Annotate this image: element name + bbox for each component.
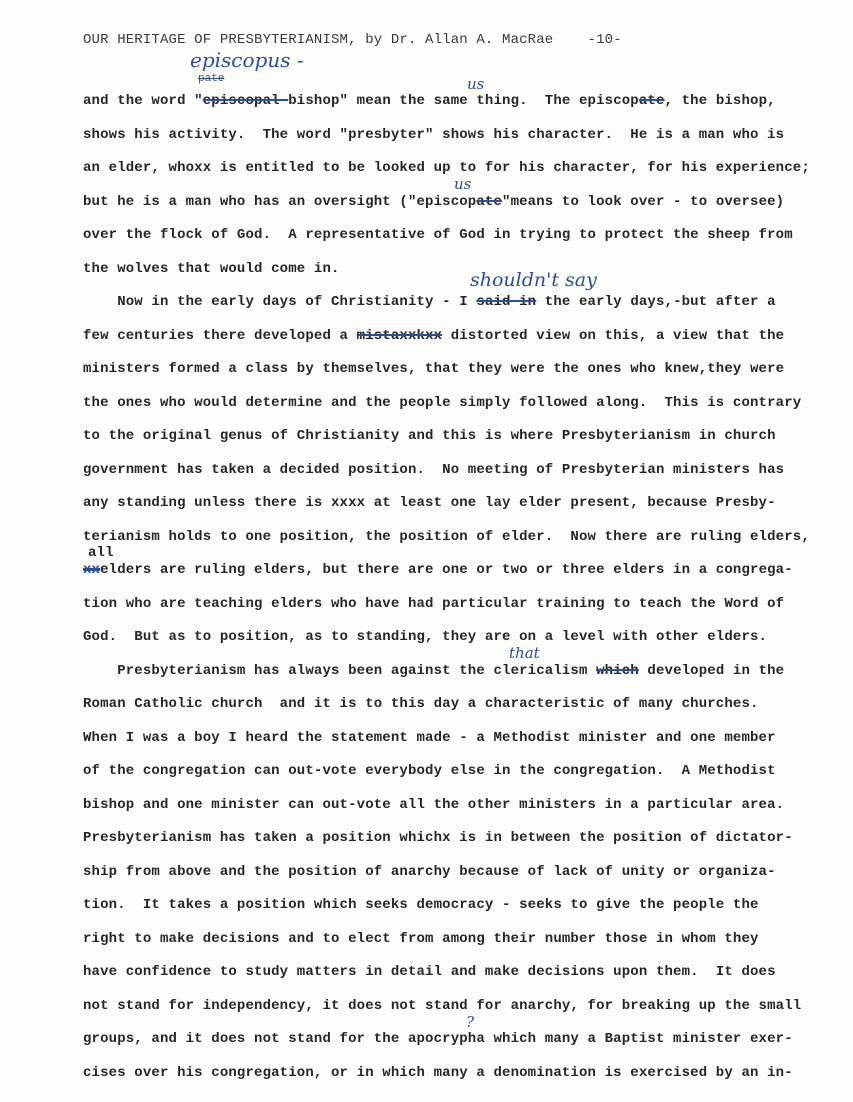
handwritten-shouldnt-say: shouldn't say	[470, 269, 597, 291]
text-line	[83, 395, 801, 411]
text-segment: When I was a boy I heard the statement made - a Methodist minister and one member	[83, 729, 776, 746]
text-segment: over the flock of God. A representative of God in trying to protect the sheep from	[83, 227, 793, 243]
text-segment: groups, and it does not stand for the apocrypha which many a Baptist minister exer-	[83, 1031, 793, 1047]
text-segment: any standing unless there is xxxx at least one lay elder present, because Presby-	[83, 495, 776, 511]
text-segment: God. But as to position, as to standing, they are on a level with other elders.	[83, 629, 768, 645]
struck-text: ate	[476, 193, 503, 210]
text-line	[83, 261, 340, 277]
text-line	[83, 127, 784, 143]
text-line	[83, 529, 810, 545]
struck-text: ate	[638, 93, 665, 109]
text-line	[83, 328, 784, 344]
text-line	[83, 495, 776, 511]
text-segment: bishop" mean the same thing. The episcop	[288, 93, 639, 109]
text-line	[83, 596, 784, 612]
text-segment: elders are ruling elders, but there are one or two or three elders in a congrega-	[100, 562, 793, 578]
text-segment: shows his activity. The word "presbyter" shows his character. He is a man who is	[83, 126, 785, 143]
text-segment: "means to look over - to oversee)	[502, 193, 785, 210]
text-line	[83, 462, 784, 478]
text-line	[83, 93, 776, 109]
text-line	[83, 194, 784, 210]
struck-text: mistaxxkxx	[356, 327, 443, 344]
text-line	[83, 696, 759, 712]
text-segment: right to make decisions and to elect from among their number those in whom they	[83, 930, 759, 947]
text-segment: cises over his congregation, or in which many a denomination is exercised by an in-	[83, 1064, 793, 1081]
handwritten-us-1: us	[467, 74, 485, 93]
struck-text: episcopal-	[202, 93, 289, 109]
text-segment: of the congregation can out-vote everybody else in the congregation. A Methodist	[83, 763, 776, 779]
text-line	[83, 897, 759, 913]
struck-text: said in	[476, 294, 537, 310]
text-segment: , the bishop,	[664, 93, 776, 109]
text-segment: the early days,-but after a	[536, 294, 776, 310]
text-line	[83, 830, 793, 846]
text-segment: ship from above and the position of anarchy because of lack of unity or organiza-	[83, 863, 776, 880]
text-line	[83, 227, 793, 243]
text-segment: distorted view on this, a view that the	[442, 327, 785, 344]
text-segment: but he is a man who has an oversight ("episcop	[83, 193, 477, 210]
text-line	[83, 428, 776, 444]
text-line	[83, 361, 784, 377]
text-segment: not stand for independency, it does not stand for anarchy, for breaking up the small	[83, 997, 802, 1014]
header-title: OUR HERITAGE OF PRESBYTERIANISM, by Dr. Allan A. MacRae	[83, 32, 554, 48]
text-line	[83, 663, 784, 679]
text-line	[83, 864, 776, 880]
page-header	[83, 32, 622, 48]
text-line	[83, 160, 810, 176]
text-line	[83, 1031, 793, 1047]
text-segment: government has taken a decided position. No meeting of Presbyterian ministers has	[83, 461, 785, 478]
text-segment: Roman Catholic church and it is to this day a characteristic of many churches.	[83, 696, 759, 712]
text-segment: terianism holds to one position, the position of elder. Now there are ruling elders,	[83, 528, 810, 545]
text-line	[83, 964, 776, 980]
scribbled-out-text: xx	[83, 562, 101, 578]
text-segment: ministers formed a class by themselves, that they were the ones who knew,they were	[83, 361, 785, 377]
typed-pate-struck: pate	[198, 73, 225, 85]
text-segment: an elder, whoxx is entitled to be looked up to for his character, for his experience;	[83, 160, 810, 176]
text-segment: bishop and one minister can out-vote all the other ministers in a particular area.	[83, 796, 785, 813]
text-segment: the ones who would determine and the people simply followed along. This is contrary	[83, 394, 802, 411]
text-line	[83, 629, 767, 645]
text-line	[83, 797, 784, 813]
text-segment: Presbyterianism has always been against the clericalism	[83, 662, 597, 679]
typed-all-insert: all	[88, 544, 114, 561]
handwritten-episcopus: episcopus -	[190, 48, 304, 72]
handwritten-us-2: us	[454, 175, 472, 193]
handwritten-that: that	[509, 644, 540, 662]
text-segment: tion who are teaching elders who have had particular training to teach the Word of	[83, 595, 785, 612]
header-spacer	[553, 32, 587, 48]
text-line	[83, 730, 776, 746]
text-line	[83, 998, 801, 1014]
text-segment: few centuries there developed a	[83, 327, 357, 344]
handwritten-question-mark: ?	[466, 1012, 475, 1031]
text-line	[83, 1065, 793, 1081]
text-segment: developed in the	[638, 662, 785, 679]
text-line	[83, 294, 776, 310]
text-line	[83, 763, 776, 779]
text-segment: Now in the early days of Christianity - I	[83, 294, 477, 310]
text-segment: tion. It takes a position which seeks democracy - seeks to give the people the	[83, 897, 759, 913]
text-segment: the wolves that would come in.	[83, 260, 340, 277]
struck-text: which	[596, 662, 639, 679]
text-line	[83, 562, 793, 578]
text-line	[83, 931, 759, 947]
text-segment: and the word "	[83, 93, 203, 109]
text-segment: have confidence to study matters in detail and make decisions upon them. It does	[83, 964, 776, 980]
text-segment: to the original genus of Christianity and this is where Presbyterianism in church	[83, 428, 776, 444]
text-segment: Presbyterianism has taken a position whichx is in between the position of dictator-	[83, 830, 793, 846]
page-number: -10-	[587, 32, 622, 48]
